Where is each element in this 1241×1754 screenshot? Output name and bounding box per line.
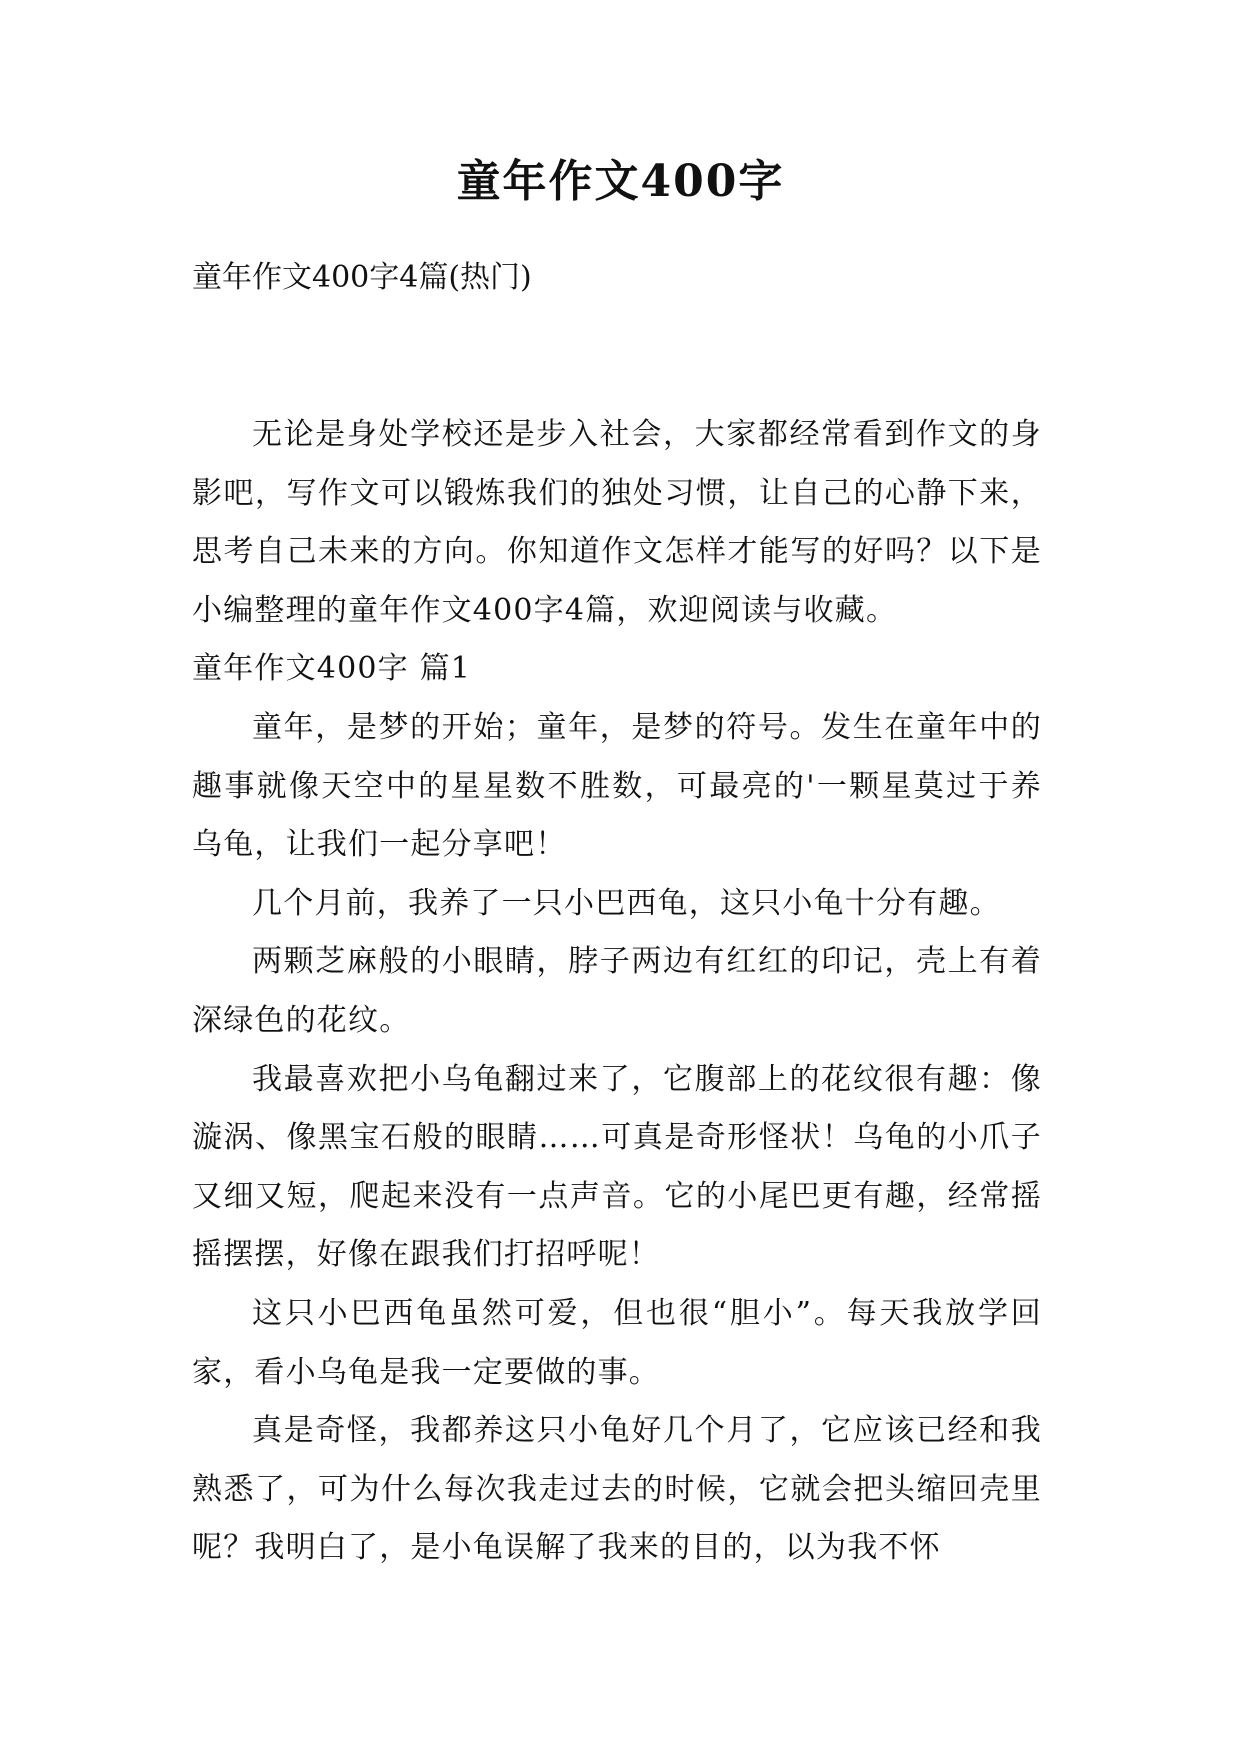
body-paragraph: 两颗芝麻般的小眼睛，脖子两边有红红的印记，壳上有着深绿色的花纹。 xyxy=(192,944,1042,1038)
body-paragraph: 这只小巴西龟虽然可爱，但也很“胆小”。每天我放学回家，看小乌龟是我一定要做的事。 xyxy=(192,1295,1042,1390)
body-paragraph: 我最喜欢把小乌龟翻过来了，它腹部上的花纹很有趣：像漩涡、像黑宝石般的眼睛……可真是奇形怪状！乌龟的小爪子又细又短，爬起来没有一点声音。它的小尾巴更有趣，经常摇摇摆摆，好像在跟我们打招呼呢！ xyxy=(192,1061,1042,1273)
intro-paragraph: 无论是身处学校还是步入社会，大家都经常看到作文的身影吧，写作文可以锻炼我们的独处习惯，让自己的心静下来，思考自己未来的方向。你知道作文怎样才能写的好吗？以下是小编整理的童年作文400字4篇，欢迎阅读与收藏。 xyxy=(192,417,1042,628)
body-paragraph: 真是奇怪，我都养这只小龟好几个月了，它应该已经和我熟悉了，可为什么每次我走过去的时候，它就会把头缩回壳里呢？我明白了，是小龟误解了我来的目的，以为我不怀 xyxy=(192,1413,1042,1566)
body-paragraph: 几个月前，我养了一只小巴西龟，这只小龟十分有趣。 xyxy=(252,885,1001,921)
body-paragraph: 童年，是梦的开始；童年，是梦的符号。发生在童年中的趣事就像天空中的星星数不胜数，可最亮的'一颗星莫过于养乌龟，让我们一起分享吧！ xyxy=(192,709,1042,863)
section-heading: 童年作文400字 篇1 xyxy=(192,651,472,687)
document-subtitle: 童年作文400字4篇(热门) xyxy=(192,260,532,295)
document-title: 童年作文400字 xyxy=(456,156,785,207)
document-body xyxy=(192,406,1042,1578)
